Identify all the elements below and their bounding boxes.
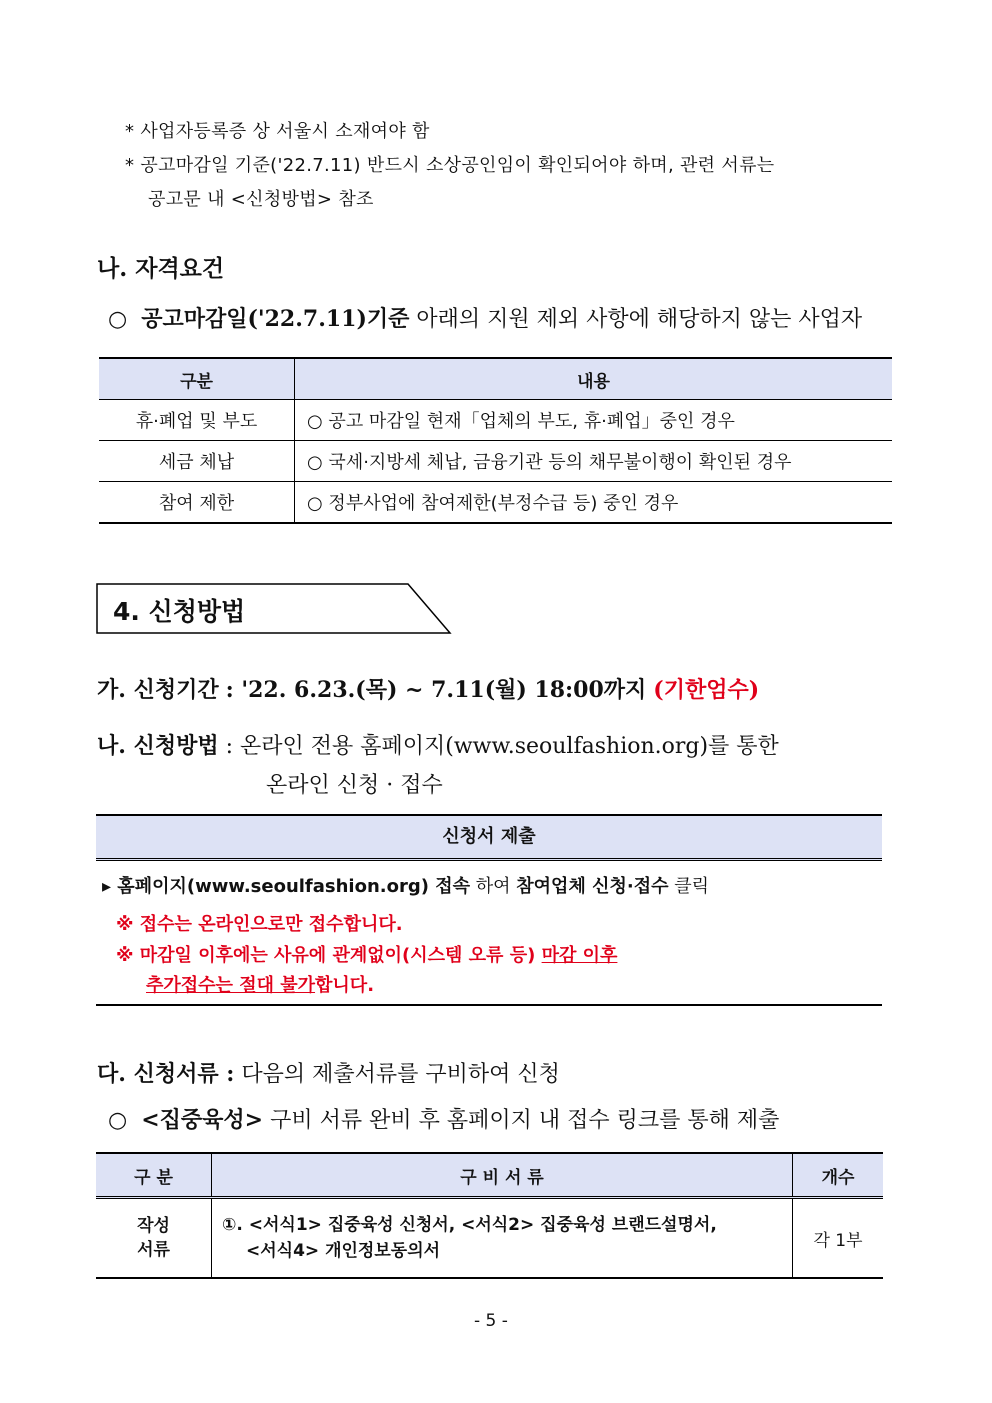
docs-row-category [96,1198,212,1279]
documents-heading-rest: 다음의 제출서류를 구비하여 신청 [241,1062,560,1087]
warning-2-b: 마감 이후 [541,945,618,966]
application-method [97,729,779,760]
qualification-heading: 나. 자격요건 [97,255,225,282]
table-row [96,1198,883,1279]
documents-heading [97,1057,560,1088]
step-prefix: ▸ 홈페이지(www.seoulfashion.org) 접속 [102,876,471,897]
period-value: : '22. 6.23.(목) ~ 7.11(월) 18:00까지 [225,677,647,703]
row-category: 세금 체납 [99,441,295,482]
docs-row-docs-line1: ①. <서식1> 집중육성 신청서, <서식2> 집중육성 브랜드설명서, [222,1215,717,1235]
table-header-category: 구분 [99,358,295,400]
docs-header-count: 개수 [793,1153,884,1198]
table-row [99,482,892,524]
row-category: 휴·폐업 및 부도 [99,400,295,441]
note-2: * 공고마감일 기준('22.7.11) 반드시 소상공인임이 확인되어야 하며, 관련 서류는 [125,155,775,176]
row-content: ○ 국세·지방세 체납, 금융기관 등의 채무불이행이 확인된 경우 [295,441,893,482]
table-row [99,400,892,441]
submission-box [96,814,882,1006]
documents-heading-label: 다. 신청서류 : [97,1061,235,1087]
warning-3-b: 합니다. [315,975,375,996]
warning-2 [116,941,617,967]
documents-bullet [108,1103,779,1134]
row-content: ○ 정부사업에 참여제한(부정수급 등) 중인 경우 [295,482,893,524]
submission-step [102,872,709,898]
qualification-bullet-bold: 공고마감일('22.7.11)기준 [141,306,410,332]
table-row [99,441,892,482]
table-header-row [96,1153,883,1198]
docs-row-count: 각 1부 [813,1230,863,1251]
docs-row-category-1: 작성 [137,1216,170,1236]
row-content: ○ 공고 마감일 현재「업체의 부도, 휴·폐업」중인 경우 [295,400,893,441]
documents-bullet-rest: 구비 서류 완비 후 홈페이지 내 접수 링크를 통해 제출 [270,1108,780,1133]
period-note: (기한엄수) [653,677,760,703]
step-mid: 하여 [475,876,511,897]
application-period [97,673,759,704]
note-1: * 사업자등록증 상 서울시 소재여야 함 [125,121,430,142]
method-label: 나. 신청방법 [97,733,219,759]
docs-header-category: 구 분 [96,1153,212,1198]
step-end: 클릭 [674,876,710,897]
docs-row-docs [212,1198,793,1279]
docs-header-docs: 구 비 서 류 [212,1153,793,1198]
warning-3-a: 추가접수는 절대 불가 [146,975,316,996]
table-header-row [99,358,892,400]
section-4-tab [96,583,452,634]
warning-1: ※ 접수는 온라인으로만 접수합니다. [116,914,403,935]
docs-row-docs-line2: <서식4> 개인정보동의서 [246,1241,441,1261]
table-header-content: 내용 [295,358,893,400]
section-4-title: 4. 신청방법 [113,597,246,626]
bullet-circle-icon: ○ [108,1108,135,1133]
warning-3 [146,971,374,997]
submission-box-header: 신청서 제출 [96,816,882,861]
method-value-line2: 온라인 신청 · 접수 [266,773,443,798]
docs-row-category-2: 서류 [137,1240,170,1260]
page-number: - 5 - [474,1311,508,1331]
step-bold: 참여업체 신청·접수 [516,876,669,897]
exclusion-table [99,357,892,524]
row-category: 참여 제한 [99,482,295,524]
method-value-line1: : 온라인 전용 홈페이지(www.seoulfashion.org)를 통한 [225,734,779,759]
qualification-bullet [108,302,862,333]
documents-table [96,1152,883,1279]
note-3: 공고문 내 <신청방법> 참조 [148,189,374,210]
qualification-bullet-rest: 아래의 지원 제외 사항에 해당하지 않는 사업자 [416,307,863,332]
bullet-circle-icon: ○ [108,307,135,332]
period-label: 가. 신청기간 [97,677,219,703]
documents-bullet-bold: <집중육성> [141,1107,264,1133]
warning-2-a: ※ 마감일 이후에는 사유에 관계없이(시스템 오류 등) [116,945,536,966]
